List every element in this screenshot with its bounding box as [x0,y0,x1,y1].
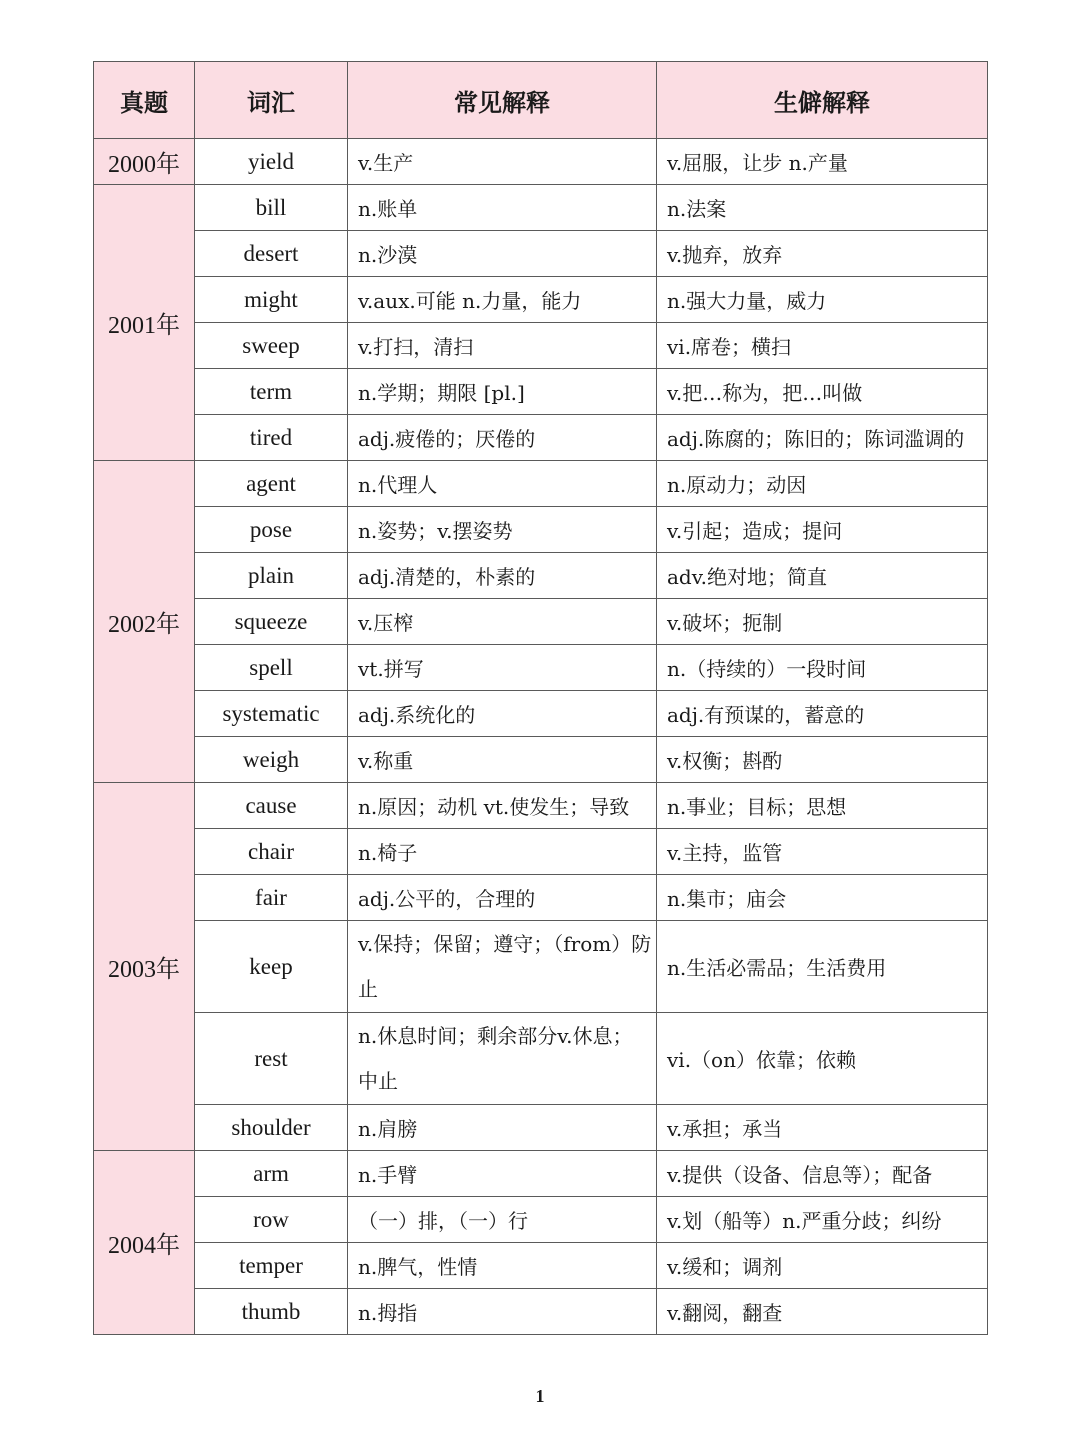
rare-meaning-cell: v.承担；承当 [657,1105,988,1151]
header-year: 真题 [94,62,195,139]
common-meaning-cell: v.aux.可能 n.力量，能力 [348,277,657,323]
header-rare-meaning: 生僻解释 [657,62,988,139]
year-cell: 2001年 [94,185,195,461]
rare-meaning-cell: vi.（on）依靠；依赖 [657,1013,988,1105]
word-cell: rest [195,1013,348,1105]
rare-meaning-cell: n.强大力量，威力 [657,277,988,323]
vocabulary-table [93,61,988,1335]
word-cell: desert [195,231,348,277]
table-row [94,1289,988,1335]
table-row [94,323,988,369]
common-meaning-cell: v.称重 [348,737,657,783]
word-cell: term [195,369,348,415]
common-meaning-cell: n.肩膀 [348,1105,657,1151]
rare-meaning-cell: adv.绝对地；简直 [657,553,988,599]
common-meaning-cell: n.休息时间；剩余部分v.休息；中止 [348,1013,657,1105]
common-meaning-cell: n.沙漠 [348,231,657,277]
word-cell: cause [195,783,348,829]
table-row [94,921,988,1013]
page-number: 1 [535,1386,545,1406]
common-meaning-cell: adj.疲倦的；厌倦的 [348,415,657,461]
table-body [94,139,988,1335]
word-cell: keep [195,921,348,1013]
table-row [94,1105,988,1151]
common-meaning-cell: n.账单 [348,185,657,231]
common-meaning-cell: vt.拼写 [348,645,657,691]
word-cell: shoulder [195,1105,348,1151]
word-cell: sweep [195,323,348,369]
table-row [94,1151,988,1197]
word-cell: might [195,277,348,323]
common-meaning-cell: v.打扫，清扫 [348,323,657,369]
rare-meaning-cell: n.事业；目标；思想 [657,783,988,829]
word-cell: weigh [195,737,348,783]
common-meaning-cell: n.原因；动机 vt.使发生；导致 [348,783,657,829]
common-meaning-cell: （一）排，（一）行 [348,1197,657,1243]
header-common-meaning: 常见解释 [348,62,657,139]
table-row [94,277,988,323]
word-cell: temper [195,1243,348,1289]
table-row [94,599,988,645]
rare-meaning-cell: n.（持续的）一段时间 [657,645,988,691]
table-row [94,645,988,691]
rare-meaning-cell: v.破坏；扼制 [657,599,988,645]
common-meaning-cell: n.代理人 [348,461,657,507]
table-row [94,1243,988,1289]
year-cell: 2003年 [94,783,195,1151]
table-row [94,737,988,783]
common-meaning-cell: n.姿势；v.摆姿势 [348,507,657,553]
common-meaning-cell: adj.公平的，合理的 [348,875,657,921]
rare-meaning-cell: v.提供（设备、信息等）；配备 [657,1151,988,1197]
table-row [94,415,988,461]
table-row [94,875,988,921]
common-meaning-cell: adj.系统化的 [348,691,657,737]
rare-meaning-cell: adj.陈腐的；陈旧的；陈词滥调的 [657,415,988,461]
table-row [94,691,988,737]
common-meaning-cell: n.椅子 [348,829,657,875]
rare-meaning-cell: v.翻阅，翻查 [657,1289,988,1335]
rare-meaning-cell: v.权衡；斟酌 [657,737,988,783]
common-meaning-cell: v.保持；保留；遵守；（from）防止 [348,921,657,1013]
year-cell: 2002年 [94,461,195,783]
table-row [94,231,988,277]
word-cell: systematic [195,691,348,737]
rare-meaning-cell: v.引起；造成；提问 [657,507,988,553]
table-row [94,461,988,507]
rare-meaning-cell: adj.有预谋的，蓄意的 [657,691,988,737]
rare-meaning-cell: vi.席卷；横扫 [657,323,988,369]
rare-meaning-cell: v.主持，监管 [657,829,988,875]
common-meaning-cell: v.压榨 [348,599,657,645]
rare-meaning-cell: n.原动力；动因 [657,461,988,507]
table-row [94,1197,988,1243]
rare-meaning-cell: n.生活必需品；生活费用 [657,921,988,1013]
word-cell: plain [195,553,348,599]
rare-meaning-cell: v.抛弃，放弃 [657,231,988,277]
common-meaning-cell: n.拇指 [348,1289,657,1335]
word-cell: fair [195,875,348,921]
word-cell: row [195,1197,348,1243]
word-cell: arm [195,1151,348,1197]
table-row [94,783,988,829]
word-cell: agent [195,461,348,507]
table-header [94,62,988,139]
table-row [94,1013,988,1105]
common-meaning-cell: n.手臂 [348,1151,657,1197]
common-meaning-cell: n.学期；期限 [pl.] [348,369,657,415]
word-cell: chair [195,829,348,875]
rare-meaning-cell: v.屈服，让步 n.产量 [657,139,988,185]
word-cell: spell [195,645,348,691]
table-row [94,829,988,875]
word-cell: squeeze [195,599,348,645]
table-row [94,139,988,185]
rare-meaning-cell: v.缓和；调剂 [657,1243,988,1289]
common-meaning-cell: n.脾气，性情 [348,1243,657,1289]
word-cell: thumb [195,1289,348,1335]
table-row [94,369,988,415]
year-cell: 2004年 [94,1151,195,1335]
word-cell: yield [195,139,348,185]
table-row [94,507,988,553]
rare-meaning-cell: n.集市；庙会 [657,875,988,921]
word-cell: pose [195,507,348,553]
rare-meaning-cell: n.法案 [657,185,988,231]
rare-meaning-cell: v.把…称为，把…叫做 [657,369,988,415]
table-row [94,185,988,231]
table-row [94,553,988,599]
header-word: 词汇 [195,62,348,139]
word-cell: tired [195,415,348,461]
word-cell: bill [195,185,348,231]
common-meaning-cell: v.生产 [348,139,657,185]
rare-meaning-cell: v.划（船等）n.严重分歧；纠纷 [657,1197,988,1243]
common-meaning-cell: adj.清楚的，朴素的 [348,553,657,599]
year-cell: 2000年 [94,139,195,185]
